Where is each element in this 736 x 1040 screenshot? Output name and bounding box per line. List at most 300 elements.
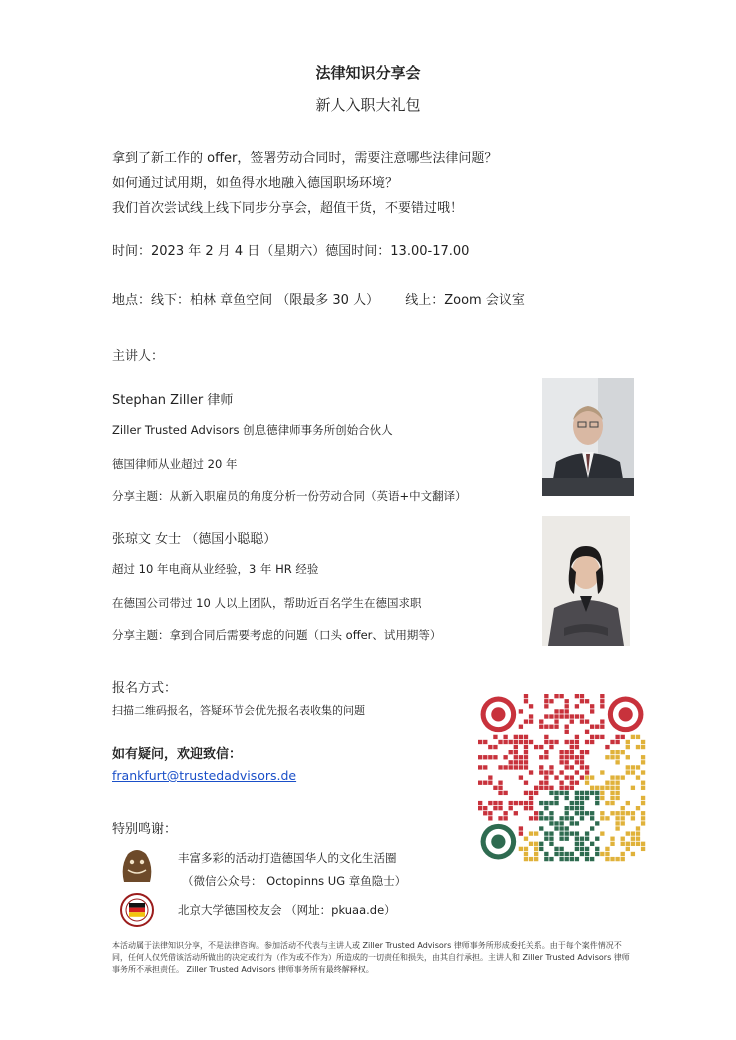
qr-module [549,821,553,825]
qr-module [565,765,569,769]
qr-module [641,796,645,800]
qr-module [559,831,563,835]
speaker-line: 德国律师从业超过 20 年 [112,457,238,471]
qr-module [549,725,553,729]
speaker-line: 在德国公司带过 10 人以上团队，帮助近百名学生在德国求职 [112,596,422,610]
qr-module [524,750,528,754]
qr-module [559,714,563,718]
qr-module [554,740,558,744]
qr-module [570,821,574,825]
qr-module [503,740,507,744]
qr-module [585,796,589,800]
qr-module [514,745,518,749]
partner-line: （微信公众号： Octopinns UG 章鱼隐士） [182,874,407,888]
qr-module [570,816,574,820]
qr-finder-pattern [491,707,505,721]
speaker-name: Stephan Ziller 律师 [112,393,234,408]
qr-module [585,811,589,815]
qr-module [626,755,630,759]
qr-module [539,725,543,729]
qr-module [575,735,579,739]
qr-module [585,730,589,734]
qr-module [554,714,558,718]
qr-module [626,811,630,815]
qr-module [534,857,538,861]
qr-module [610,801,614,805]
qr-module [605,816,609,820]
partner-line: 北京大学德国校友会 （网址：pkuaa.de） [178,903,396,917]
qr-module [610,796,614,800]
qr-module [600,796,604,800]
qr-module [580,811,584,815]
qr-module [595,786,599,790]
qr-module [539,816,543,820]
qr-module [549,765,553,769]
qr-module [529,796,533,800]
qr-module [534,745,538,749]
qr-module [631,770,635,774]
qr-module [565,730,569,734]
qr-module [580,714,584,718]
qr-module [493,806,497,810]
qr-module [478,740,482,744]
qr-module [585,750,589,754]
qr-module [554,796,558,800]
qr-module [483,781,487,785]
qr-module [590,775,594,779]
qr-module [559,755,563,759]
qr-module [580,775,584,779]
qr-module [615,796,619,800]
qr-module [575,847,579,851]
qr-module [509,760,513,764]
qr-module [570,801,574,805]
qr-module [544,806,548,810]
qr-module [621,821,625,825]
qr-module [524,699,528,703]
qr-module [519,826,523,830]
qr-module [590,709,594,713]
qr-module [641,847,645,851]
qr-module [498,801,502,805]
qr-module [483,740,487,744]
qr-module [580,699,584,703]
qr-module [565,775,569,779]
qr-module [565,831,569,835]
qr-module [524,719,528,723]
qr-module [539,719,543,723]
qr-module [595,847,599,851]
speaker-line: Ziller Trusted Advisors 创息德律师事务所创始合伙人 [112,423,393,437]
qr-module [621,816,625,820]
qr-module [534,786,538,790]
qr-module [585,857,589,861]
qr-module [539,755,543,759]
qr-module [580,816,584,820]
qr-module [483,755,487,759]
qr-module [549,816,553,820]
qr-module [610,842,614,846]
qr-module [595,837,599,841]
qr-module [488,745,492,749]
qr-module [549,699,553,703]
qr-module [615,791,619,795]
page-title: 法律知识分享会 [315,64,421,82]
qr-module [585,847,589,851]
qr-module [483,811,487,815]
qr-module [590,826,594,830]
qr-module [610,755,614,759]
qr-module [539,745,543,749]
qr-module [554,821,558,825]
qr-module [519,755,523,759]
qr-module [641,821,645,825]
qr-module [570,765,574,769]
qr-module [575,740,579,744]
qr-module [514,760,518,764]
qr-module [488,816,492,820]
qr-module [524,852,528,856]
qr-module [524,760,528,764]
register-text: 扫描二维码报名，答疑环节会优先报名表收集的问题 [112,704,365,717]
qr-finder-pattern [619,707,633,721]
qr-module [549,831,553,835]
qr-module [631,786,635,790]
registration-qr-code[interactable] [478,694,646,862]
qr-module [570,714,574,718]
qr-module [509,750,513,754]
qr-module [631,852,635,856]
qr-module [549,811,553,815]
qr-module [514,765,518,769]
qr-module [539,781,543,785]
intro-line: 拿到了新工作的 offer，签署劳动合同时，需要注意哪些法律问题？ [112,151,498,166]
contact-heading: 如有疑问，欢迎致信： [112,747,243,762]
qr-module [539,770,543,774]
qr-module [636,765,640,769]
qr-module [524,765,528,769]
qr-module [544,770,548,774]
qr-module [544,801,548,805]
qr-module [488,755,492,759]
qr-module [544,699,548,703]
qr-module [575,694,579,698]
qr-module [549,770,553,774]
qr-module [519,725,523,729]
qr-module [580,806,584,810]
qr-module [570,775,574,779]
qr-module [549,791,553,795]
qr-module [575,755,579,759]
qr-module [600,699,604,703]
qr-module [600,694,604,698]
qr-module [549,714,553,718]
location-online: 线上：Zoom 会议室 [405,293,525,308]
register-heading: 报名方式： [112,681,178,696]
qr-module [559,857,563,861]
qr-module [534,811,538,815]
qr-module [575,760,579,764]
qr-module [590,704,594,708]
qr-module [575,714,579,718]
qr-module [600,786,604,790]
qr-module [534,842,538,846]
qr-module [610,740,614,744]
qr-module [631,831,635,835]
qr-module [641,760,645,764]
qr-module [529,831,533,835]
qr-module [641,801,645,805]
qr-module [534,847,538,851]
qr-module [498,791,502,795]
qr-module [544,755,548,759]
qr-module [570,806,574,810]
qr-module [539,842,543,846]
qr-module [590,842,594,846]
qr-module [631,842,635,846]
qr-module [575,770,579,774]
qr-module [565,806,569,810]
qr-module [580,694,584,698]
qr-module [519,740,523,744]
qr-module [529,740,533,744]
qr-module [600,770,604,774]
qr-module [605,755,609,759]
qr-module [575,831,579,835]
qr-module [600,791,604,795]
qr-module [554,719,558,723]
qr-module [559,816,563,820]
qr-module [514,740,518,744]
qr-module [621,735,625,739]
qr-module [498,816,502,820]
qr-module [610,750,614,754]
qr-module [570,781,574,785]
qr-module [514,755,518,759]
qr-module [534,791,538,795]
qr-module [559,760,563,764]
qr-module [539,811,543,815]
qr-module [615,775,619,779]
qr-module [554,725,558,729]
qr-module [575,806,579,810]
qr-module [621,806,625,810]
qr-module [600,725,604,729]
qr-module [641,740,645,744]
qr-module [590,816,594,820]
qr-module [575,796,579,800]
qr-module [585,770,589,774]
qr-module [585,775,589,779]
qr-module [570,831,574,835]
qr-module [565,755,569,759]
qr-module [600,831,604,835]
thanks-heading: 特别鸣谢： [112,822,178,837]
qr-module [478,781,482,785]
qr-module [595,735,599,739]
qr-module [595,801,599,805]
event-time: 时间：2023 年 2 月 4 日（星期六）德国时间：13.00-17.00 [112,244,470,259]
qr-module [539,765,543,769]
qr-module [636,837,640,841]
qr-module [483,765,487,769]
qr-module [559,847,563,851]
qr-module [610,775,614,779]
qr-module [570,740,574,744]
qr-module [559,826,563,830]
qr-module [585,781,589,785]
qr-module [626,770,630,774]
qr-module [636,806,640,810]
qr-module [641,816,645,820]
qr-module [498,765,502,769]
qr-module [580,755,584,759]
qr-module [580,765,584,769]
qr-module [509,801,513,805]
qr-module [549,857,553,861]
qr-module [565,750,569,754]
qr-module [631,837,635,841]
qr-module [544,735,548,739]
qr-module [559,821,563,825]
qr-module [554,852,558,856]
qr-module [580,837,584,841]
qr-module [549,801,553,805]
qr-module [503,816,507,820]
qr-module [524,755,528,759]
qr-module [478,806,482,810]
qr-module [580,801,584,805]
qr-module [539,786,543,790]
qr-module [524,735,528,739]
octopinns-logo [118,846,156,884]
qr-module [631,765,635,769]
qr-module [565,852,569,856]
qr-module [615,826,619,830]
qr-module [565,786,569,790]
qr-module [524,791,528,795]
qr-module [549,786,553,790]
qr-module [575,842,579,846]
qr-module [575,857,579,861]
qr-module [605,847,609,851]
qr-module [514,750,518,754]
qr-module [554,826,558,830]
qr-module [544,740,548,744]
qr-module [631,735,635,739]
intro-text [112,146,497,221]
qr-module [529,714,533,718]
qr-module [615,821,619,825]
qr-module [539,801,543,805]
qr-module [519,709,523,713]
contact-email-link[interactable]: frankfurt@trustedadvisors.de [112,768,297,783]
qr-module [605,745,609,749]
qr-module [514,801,518,805]
qr-module [605,852,609,856]
qr-module [488,781,492,785]
qr-module [570,750,574,754]
qr-module [549,740,553,744]
qr-module [605,801,609,805]
qr-module [641,842,645,846]
qr-module [575,791,579,795]
qr-module [478,755,482,759]
qr-module [605,857,609,861]
qr-module [559,852,563,856]
qr-module [641,786,645,790]
qr-module [621,842,625,846]
qr-module [498,806,502,810]
qr-module [565,740,569,744]
location-offline: 地点：线下：柏林 章鱼空间 （限最多 30 人） [112,293,380,308]
qr-module [565,811,569,815]
qr-module [503,811,507,815]
qr-module [636,735,640,739]
qr-module [524,857,528,861]
qr-module [575,837,579,841]
qr-module [565,709,569,713]
qr-module [595,725,599,729]
qr-module [595,852,599,856]
qr-module [580,847,584,851]
qr-module [488,801,492,805]
intro-line: 如何通过试用期，如鱼得水地融入德国职场环境？ [112,176,399,191]
qr-module [503,755,507,759]
qr-module [615,760,619,764]
qr-module [544,831,548,835]
qr-module [559,786,563,790]
qr-module [626,842,630,846]
qr-module [621,811,625,815]
qr-module [514,811,518,815]
qr-module [483,806,487,810]
qr-module [570,719,574,723]
qr-module [549,745,553,749]
qr-module [570,745,574,749]
qr-finder-pattern [491,835,505,849]
qr-module [554,775,558,779]
qr-module [544,786,548,790]
qr-module [580,852,584,856]
qr-module [524,740,528,744]
qr-module [565,826,569,830]
qr-module [503,791,507,795]
qr-module [610,791,614,795]
disclaimer-text: 本活动属于法律知识分享，不是法律咨询。参加活动不代表与主讲人或 Ziller Trusted Advisors 律师事务所形成委托关系。由于每个案件情况不同，任何人仅凭借该活动所做出的决定或行为（作为或不作为）所造成的一切责任和损失，由其自行承担。主讲人和 Ziller Trusted Advisors 律师事务所不承担责任。 Ziller Trusted Advisors 律师事务所有最终解释权。 [112,941,630,974]
qr-module [626,740,630,744]
qr-module [478,765,482,769]
qr-module [524,781,528,785]
qr-module [585,791,589,795]
qr-module [544,816,548,820]
qr-module [554,694,558,698]
qr-module [636,775,640,779]
qr-module [615,740,619,744]
qr-module [488,775,492,779]
qr-module [559,791,563,795]
qr-module [478,801,482,805]
qr-module [590,786,594,790]
qr-module [559,837,563,841]
qr-module [529,816,533,820]
qr-module [565,699,569,703]
qr-module [544,725,548,729]
qr-module [575,811,579,815]
qr-module [559,709,563,713]
qr-module [626,745,630,749]
speakers-heading: 主讲人： [112,349,165,364]
